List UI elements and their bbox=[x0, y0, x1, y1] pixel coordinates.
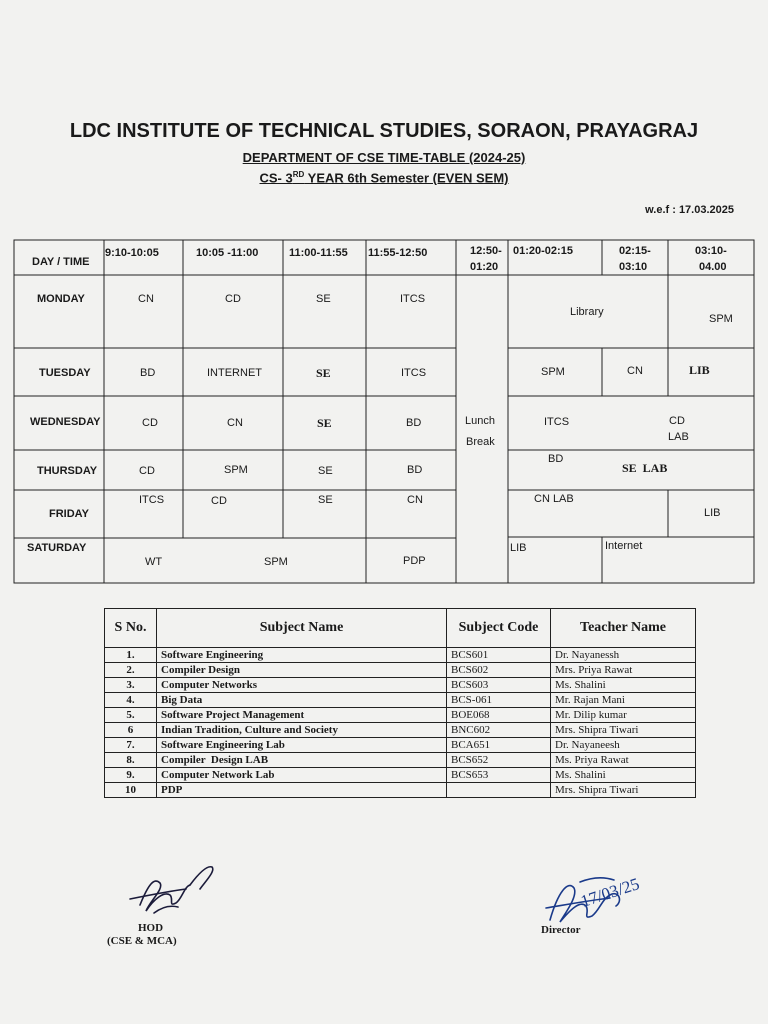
col-subject-name: Subject Name bbox=[157, 609, 447, 648]
thursday-slot-6: BD bbox=[548, 453, 564, 465]
row-code: BCS602 bbox=[447, 663, 551, 678]
monday-slot-2: CD bbox=[225, 293, 241, 305]
table-row bbox=[105, 648, 696, 663]
col-teacher-name: Teacher Name bbox=[551, 609, 696, 648]
day-wednesday: WEDNESDAY bbox=[30, 416, 101, 428]
row-subject: PDP bbox=[157, 783, 447, 798]
class-title: CS- 3RD YEAR 6th Semester (EVEN SEM) bbox=[259, 170, 509, 186]
row-no: 9. bbox=[105, 768, 157, 783]
subject-table bbox=[104, 608, 696, 798]
row-code: BCS601 bbox=[447, 648, 551, 663]
table-row bbox=[105, 783, 696, 798]
row-teacher: Ms. Shalini bbox=[551, 678, 696, 693]
day-tuesday: TUESDAY bbox=[39, 367, 91, 379]
slot-2-header: 10:05 -11:00 bbox=[196, 247, 259, 259]
slot-5-header-b: 01:20 bbox=[470, 261, 499, 273]
slot-5-header-a: 12:50- bbox=[470, 245, 502, 257]
slot-7-header-b: 03:10 bbox=[619, 261, 648, 273]
subject-table-header bbox=[105, 609, 696, 648]
row-code bbox=[447, 783, 551, 798]
wednesday-slot-4: BD bbox=[406, 417, 422, 429]
row-code: BCA651 bbox=[447, 738, 551, 753]
monday-slot-4: ITCS bbox=[400, 293, 426, 305]
table-row bbox=[105, 723, 696, 738]
row-subject: Software Engineering bbox=[157, 648, 447, 663]
tuesday-slot-2: INTERNET bbox=[207, 367, 262, 379]
wednesday-slot-6: ITCS bbox=[544, 416, 570, 428]
department-title: DEPARTMENT OF CSE TIME-TABLE (2024-25) bbox=[242, 150, 526, 165]
friday-lib: LIB bbox=[704, 507, 721, 519]
row-code: BOE068 bbox=[447, 708, 551, 723]
day-time-header: DAY / TIME bbox=[32, 256, 90, 268]
row-no: 8. bbox=[105, 753, 157, 768]
monday-slot-1: CN bbox=[138, 293, 154, 305]
row-no: 1. bbox=[105, 648, 157, 663]
row-subject: Indian Tradition, Culture and Society bbox=[157, 723, 447, 738]
hod-signature bbox=[120, 855, 230, 925]
row-no: 3. bbox=[105, 678, 157, 693]
hod-department: (CSE & MCA) bbox=[107, 935, 177, 947]
col-subject-code: Subject Code bbox=[447, 609, 551, 648]
row-no: 4. bbox=[105, 693, 157, 708]
thursday-slot-4: BD bbox=[407, 464, 423, 476]
monday-slot-3: SE bbox=[316, 293, 331, 305]
thursday-slot-3: SE bbox=[318, 465, 333, 477]
row-code: BNC602 bbox=[447, 723, 551, 738]
day-friday: FRIDAY bbox=[49, 508, 89, 520]
table-row bbox=[105, 678, 696, 693]
friday-slot-4: CN bbox=[407, 494, 423, 506]
day-saturday: SATURDAY bbox=[27, 542, 87, 554]
slot-7-header-a: 02:15- bbox=[619, 245, 651, 257]
hod-title: HOD bbox=[138, 922, 164, 934]
day-monday: MONDAY bbox=[37, 293, 85, 305]
table-row bbox=[105, 708, 696, 723]
row-teacher: Mr. Rajan Mani bbox=[551, 693, 696, 708]
wednesday-lab: LAB bbox=[668, 431, 689, 443]
tuesday-slot-3: SE bbox=[316, 366, 331, 380]
row-subject: Computer Networks bbox=[157, 678, 447, 693]
table-row bbox=[105, 768, 696, 783]
slot-8-header-a: 03:10- bbox=[695, 245, 727, 257]
row-teacher: Dr. Nayanessh bbox=[551, 648, 696, 663]
row-subject: Big Data bbox=[157, 693, 447, 708]
break-label: Break bbox=[466, 436, 495, 448]
row-subject: Computer Network Lab bbox=[157, 768, 447, 783]
slot-4-header: 11:55-12:50 bbox=[368, 247, 428, 259]
row-code: BCS-061 bbox=[447, 693, 551, 708]
row-subject: Compiler Design bbox=[157, 663, 447, 678]
row-no: 7. bbox=[105, 738, 157, 753]
saturday-internet: Internet bbox=[605, 540, 643, 552]
tuesday-slot-8: LIB bbox=[689, 363, 710, 377]
tuesday-slot-6: SPM bbox=[541, 366, 565, 378]
table-row bbox=[105, 753, 696, 768]
director-date: 17/03/25 bbox=[578, 874, 642, 911]
wednesday-slot-3: SE bbox=[317, 416, 332, 430]
tuesday-slot-1: BD bbox=[140, 367, 156, 379]
row-teacher: Mrs. Priya Rawat bbox=[551, 663, 696, 678]
table-row bbox=[105, 693, 696, 708]
lunch-label: Lunch bbox=[465, 415, 495, 427]
wednesday-slot-2: CN bbox=[227, 417, 243, 429]
row-teacher: Mrs. Shipra Tiwari bbox=[551, 783, 696, 798]
thursday-slot-1: CD bbox=[139, 465, 155, 477]
row-no: 2. bbox=[105, 663, 157, 678]
monday-spm: SPM bbox=[709, 313, 733, 325]
saturday-lib: LIB bbox=[510, 542, 527, 554]
saturday-wt: WT bbox=[145, 556, 163, 568]
tuesday-slot-4: ITCS bbox=[401, 367, 427, 379]
slot-8-header-b: 04.00 bbox=[699, 261, 727, 273]
director-title: Director bbox=[541, 924, 581, 936]
row-subject: Compiler Design LAB bbox=[157, 753, 447, 768]
wednesday-cd: CD bbox=[669, 415, 685, 427]
friday-slot-2: CD bbox=[211, 495, 227, 507]
saturday-pdp: PDP bbox=[403, 555, 426, 567]
friday-slot-3: SE bbox=[318, 494, 333, 506]
table-row bbox=[105, 663, 696, 678]
effective-date: w.e.f : 17.03.2025 bbox=[645, 204, 734, 216]
wednesday-slot-1: CD bbox=[142, 417, 158, 429]
row-code: BCS652 bbox=[447, 753, 551, 768]
day-thursday: THURSDAY bbox=[37, 465, 98, 477]
friday-cn-lab: CN LAB bbox=[534, 493, 574, 505]
tuesday-slot-7: CN bbox=[627, 365, 643, 377]
row-no: 10 bbox=[105, 783, 157, 798]
row-subject: Software Project Management bbox=[157, 708, 447, 723]
row-no: 6 bbox=[105, 723, 157, 738]
col-sno: S No. bbox=[105, 609, 157, 648]
monday-library: Library bbox=[570, 306, 604, 318]
row-code: BCS653 bbox=[447, 768, 551, 783]
row-teacher: Ms. Priya Rawat bbox=[551, 753, 696, 768]
thursday-se-lab: SE LAB bbox=[622, 461, 668, 475]
saturday-spm: SPM bbox=[264, 556, 288, 568]
slot-3-header: 11:00-11:55 bbox=[289, 247, 348, 259]
row-no: 5. bbox=[105, 708, 157, 723]
row-teacher: Mrs. Shipra Tiwari bbox=[551, 723, 696, 738]
friday-slot-1: ITCS bbox=[139, 494, 165, 506]
table-row bbox=[105, 738, 696, 753]
slot-6-header: 01:20-02:15 bbox=[513, 245, 573, 257]
row-subject: Software Engineering Lab bbox=[157, 738, 447, 753]
row-teacher: Ms. Shalini bbox=[551, 768, 696, 783]
slot-1-header: 9:10-10:05 bbox=[105, 247, 159, 259]
row-teacher: Mr. Dilip kumar bbox=[551, 708, 696, 723]
thursday-slot-2: SPM bbox=[224, 464, 248, 476]
institute-title: LDC INSTITUTE OF TECHNICAL STUDIES, SORAON, PRAYAGRAJ bbox=[69, 120, 699, 142]
row-teacher: Dr. Nayaneesh bbox=[551, 738, 696, 753]
row-code: BCS603 bbox=[447, 678, 551, 693]
